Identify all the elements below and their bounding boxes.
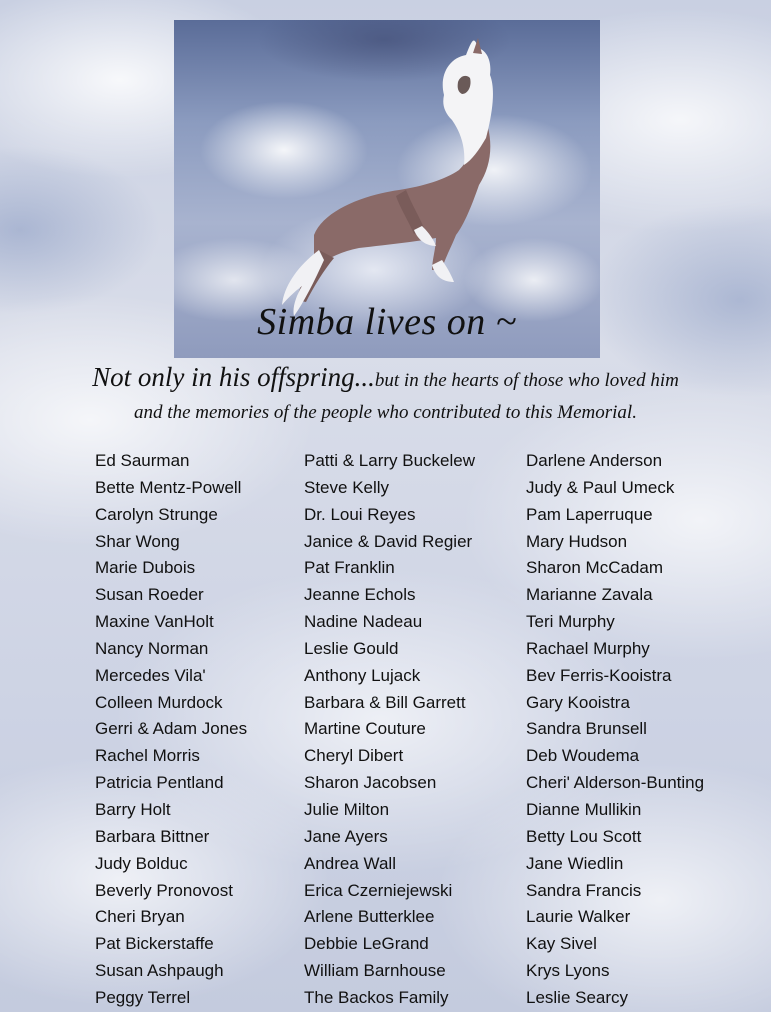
contributor-name: Erica Czerniejewski [304,880,453,900]
contributor-name: Andrea Wall [304,853,396,873]
contributor-name: Patricia Pentland [95,773,224,793]
contributor-name: Susan Ashpaugh [95,961,224,981]
contributor-name: Janice & David Regier [304,531,473,551]
contributor-name: Kay Sivel [526,934,597,954]
contributor-name: The Backos Family [304,987,449,1007]
contributor-name: Colleen Murdock [95,692,223,712]
contributor-name: Anthony Lujack [304,665,421,685]
contributor-name: Nadine Nadeau [304,612,423,632]
contributor-name: Rachael Murphy [526,638,650,658]
contributor-name: Judy Bolduc [95,853,188,873]
contributor-name: Maxine VanHolt [95,612,214,632]
memorial-photo [174,20,600,358]
contributor-name: Pat Franklin [304,558,395,578]
contributor-name: Julie Milton [304,799,390,819]
contributor-name: Peggy Terrel [95,987,191,1007]
contributor-name: Betty Lou Scott [526,826,642,846]
contributor-name: Leslie Gould [304,638,399,658]
contributor-name: Debbie LeGrand [304,934,429,954]
contributor-name: Barbara & Bill Garrett [304,692,466,712]
contributor-name: Pam Laperruque [526,504,653,524]
contributor-name: Bette Mentz-Powell [95,477,242,497]
contributor-name: Jeanne Echols [304,585,416,605]
contributor-name: Barry Holt [95,799,171,819]
contributor-name: Cheryl Dibert [304,746,404,766]
contributor-name: Nancy Norman [95,638,209,658]
contributor-name: Jane Wiedlin [526,853,624,873]
contributors-column-2 [304,448,475,1012]
contributor-name: Bev Ferris-Kooistra [526,665,672,685]
contributor-name: Cheri Bryan [95,907,185,927]
tribute-lead: Not only in his offspring... [92,362,375,392]
contributor-name: Pat Bickerstaffe [95,934,214,954]
contributor-name: Sandra Francis [526,880,642,900]
contributor-name: Steve Kelly [304,477,390,497]
contributor-name: Darlene Anderson [526,451,663,470]
contributor-name: Barbara Bittner [95,826,210,846]
contributor-name: Teri Murphy [526,612,615,632]
contributor-name: Cheri' Alderson-Bunting [526,773,705,793]
contributor-name: Marianne Zavala [526,585,653,605]
contributor-name: Sharon McCadam [526,558,664,578]
contributor-name: Laurie Walker [526,907,631,927]
contributor-name: Leslie Searcy [526,987,629,1007]
contributor-name: Dianne Mullikin [526,799,642,819]
contributor-name: Gerri & Adam Jones [95,719,248,739]
contributor-name: Rachel Morris [95,746,200,766]
contributor-name: Ed Saurman [95,451,190,470]
tribute-line-1 [0,362,771,393]
contributor-name: Krys Lyons [526,961,610,981]
contributor-name: Sharon Jacobsen [304,773,437,793]
contributor-name: Judy & Paul Umeck [526,477,675,497]
contributor-name: William Barnhouse [304,961,446,981]
tribute-line-2: and the memories of the people who contributed to this Memorial. [134,402,637,423]
contributor-name: Martine Couture [304,719,426,739]
contributor-name: Carolyn Strunge [95,504,218,524]
contributor-name: Arlene Butterklee [304,907,435,927]
contributor-name: Patti & Larry Buckelew [304,451,476,470]
contributor-name: Deb Woudema [526,746,640,766]
contributor-name: Beverly Pronovost [95,880,233,900]
contributors-column-3 [526,448,704,1012]
contributor-name: Sandra Brunsell [526,719,647,739]
contributor-name: Mercedes Vila' [95,665,206,685]
contributor-name: Dr. Loui Reyes [304,504,416,524]
tribute-rest: but in the hearts of those who loved him [374,370,679,391]
contributor-name: Jane Ayers [304,826,388,846]
contributor-name: Gary Kooistra [526,692,630,712]
photo-caption: Simba lives on ~ [257,301,517,343]
contributor-name: Marie Dubois [95,558,196,578]
contributor-name: Shar Wong [95,531,180,551]
contributor-name: Mary Hudson [526,531,628,551]
contributors-column-1 [95,448,247,1012]
contributor-name: Susan Roeder [95,585,204,605]
